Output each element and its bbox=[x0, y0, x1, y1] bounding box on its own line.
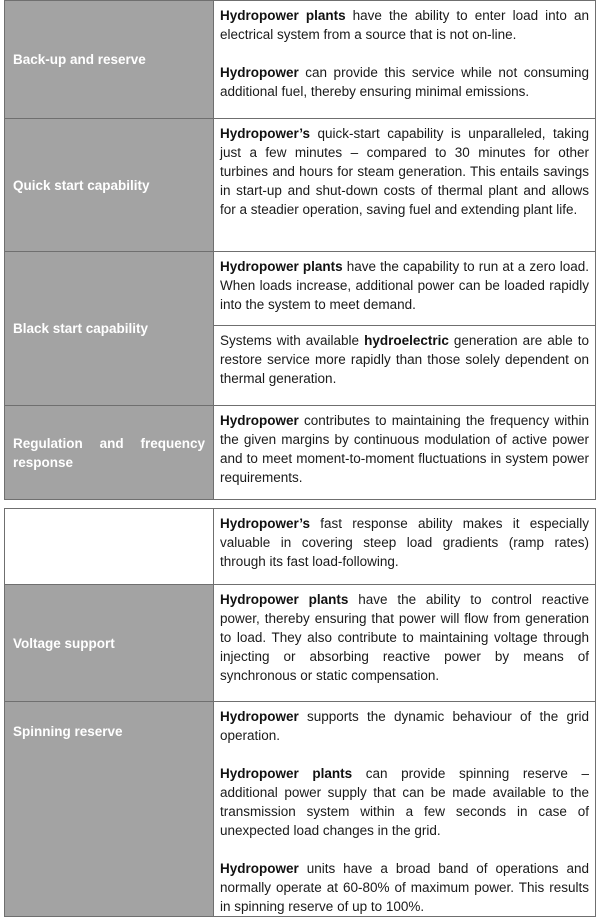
row-label-backup: Back-up and reserve bbox=[5, 1, 214, 119]
row-content-backup bbox=[214, 1, 596, 119]
row-label-regulation: Regulation and frequency response bbox=[5, 406, 214, 500]
paragraph: Systems with available hydroelectric generation are able to restore service more rapidly than those solely dependent on thermal generation. bbox=[220, 333, 589, 386]
paragraph: Hydropower units have a broad band of operations and normally operate at 60-80% of maximum power. This results in spinning reserve of up to 100%. bbox=[220, 861, 589, 914]
row-content-black-start bbox=[214, 252, 596, 326]
row-content-voltage-support bbox=[214, 585, 596, 702]
row-content-fast-response bbox=[214, 509, 596, 585]
row-content-black-start-extra bbox=[214, 326, 596, 406]
paragraph: Hydropower can provide this service while not consuming additional fuel, thereby ensuring minimal emissions. bbox=[220, 65, 589, 99]
row-label-spinning-reserve: Spinning reserve bbox=[5, 702, 214, 917]
table-row-black-start bbox=[5, 252, 596, 326]
paragraph: Hydropower plants have the capability to run at a zero load. When loads increase, additional power can be loaded rapidly into the system to meet demand. bbox=[220, 259, 589, 312]
row-label-quick-start: Quick start capability bbox=[5, 119, 214, 252]
paragraph: Hydropower plants have the ability to enter load into an electrical system from a source that is not on-line. bbox=[220, 8, 590, 42]
paragraph: Hydropower’s fast response ability makes it especially valuable in covering steep load gradients (ramp rates) through its fast load-following. bbox=[220, 516, 589, 569]
paragraph: Hydropower plants have the ability to control reactive power, thereby ensuring that power will flow from generation to load. They also contribute to maintaining voltage through injecting or absorbing reactive power by means of synchronous or static compensation. bbox=[220, 592, 590, 683]
table-row-spinning-reserve bbox=[5, 702, 596, 917]
paragraph: Hydropower supports the dynamic behaviour of the grid operation. bbox=[220, 709, 589, 743]
hydropower-services-table-2 bbox=[4, 508, 596, 917]
row-label-voltage-support: Voltage support bbox=[5, 585, 214, 702]
table-row-fast-response bbox=[5, 509, 596, 585]
row-content-spinning-reserve bbox=[214, 702, 596, 917]
row-label-black-start: Black start capability bbox=[5, 252, 214, 406]
paragraph: Hydropower contributes to maintaining the frequency within the given margins by continuous modulation of active power and to meet moment-to-moment fluctuations in system power requirements. bbox=[220, 413, 589, 485]
hydropower-services-table-1 bbox=[4, 0, 596, 500]
row-content-regulation bbox=[214, 406, 596, 500]
table-row-quick-start bbox=[5, 119, 596, 252]
table-row-backup bbox=[5, 1, 596, 119]
paragraph: Hydropower’s quick-start capability is unparalleled, taking just a few minutes – compared to 30 minutes for other turbines and hours for steam generation. This entails savings in start-up and shut-down costs of thermal plant and allows for a steadier operation, saving fuel and extending plant life. bbox=[220, 126, 589, 217]
row-content-quick-start bbox=[214, 119, 596, 252]
table-row-regulation bbox=[5, 406, 596, 500]
table-row-voltage-support bbox=[5, 585, 596, 702]
paragraph: Hydropower plants can provide spinning reserve – additional power supply that can be made available to the transmission system within a few seconds in case of unexpected load changes in the grid. bbox=[220, 766, 590, 838]
row-label-blank bbox=[5, 509, 214, 585]
